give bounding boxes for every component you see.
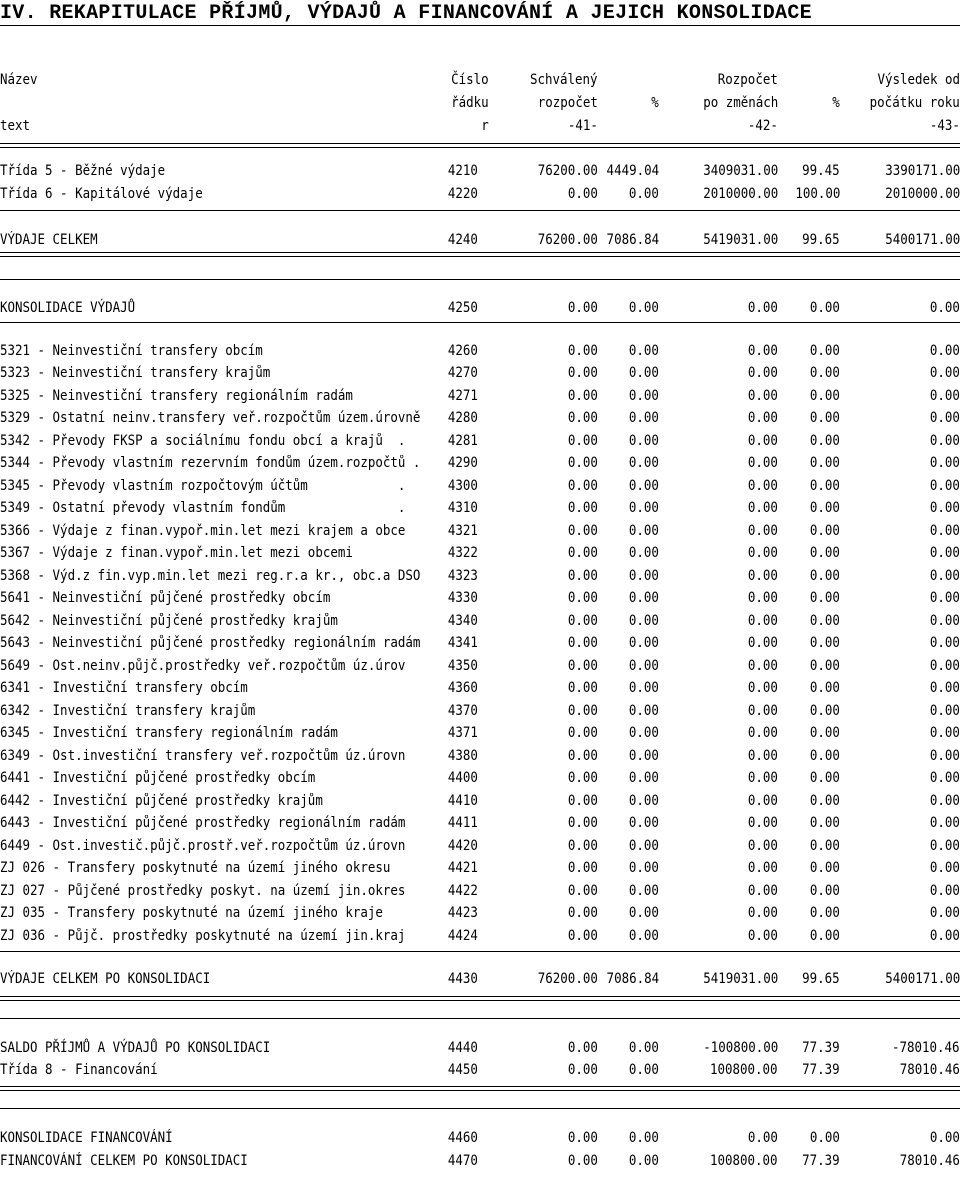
result-percent-cell: 0.00 xyxy=(809,815,840,831)
header-budget-after-changes: po změnách xyxy=(702,95,778,111)
row-number: 4421 xyxy=(447,860,478,876)
approved-budget-cell: 0.00 xyxy=(567,658,598,674)
result-cell: 0.00 xyxy=(929,613,960,629)
result-cell: 0.00 xyxy=(929,703,960,719)
row-number: 4281 xyxy=(447,433,478,449)
approved-percent-cell: 0.00 xyxy=(628,388,659,404)
row-number: 4430 xyxy=(447,971,478,987)
divider xyxy=(0,25,960,26)
row-number: 4420 xyxy=(447,838,478,854)
approved-percent-cell: 0.00 xyxy=(628,433,659,449)
header-row-number: řádku xyxy=(451,95,489,111)
row-label: ZJ 036 - Půjč. prostředky poskytnuté na území jin.kraj xyxy=(0,928,406,944)
approved-percent-cell: 0.00 xyxy=(628,748,659,764)
result-cell: 0.00 xyxy=(929,568,960,584)
row-number: 4321 xyxy=(447,523,478,539)
row-label: 5345 - Převody vlastním rozpočtovým účtům . xyxy=(0,478,406,494)
result-percent-cell: 99.65 xyxy=(802,232,840,248)
result-cell: 0.00 xyxy=(929,815,960,831)
row-label: 5321 - Neinvestiční transfery obcím xyxy=(0,343,263,359)
budget-after-changes-cell: 0.00 xyxy=(747,433,778,449)
approved-percent-cell: 0.00 xyxy=(628,680,659,696)
approved-percent-cell: 0.00 xyxy=(628,658,659,674)
row-label: Třída 8 - Financování xyxy=(0,1062,158,1078)
row-number: 4300 xyxy=(447,478,478,494)
approved-budget-cell: 0.00 xyxy=(567,815,598,831)
row-number: 4250 xyxy=(447,300,478,316)
header-approved-budget: -41- xyxy=(567,118,598,134)
row-label: 6441 - Investiční půjčené prostředky obcím xyxy=(0,770,316,786)
result-percent-cell: 77.39 xyxy=(802,1153,840,1169)
result-cell: 0.00 xyxy=(929,545,960,561)
row-number: 4270 xyxy=(447,365,478,381)
result-cell: 78010.46 xyxy=(899,1062,960,1078)
result-cell: 0.00 xyxy=(929,883,960,899)
row-label: 6349 - Ost.investiční transfery veř.rozpočtům úz.úrovn xyxy=(0,748,406,764)
result-percent-cell: 0.00 xyxy=(809,860,840,876)
row-number: 4440 xyxy=(447,1040,478,1056)
approved-percent-cell: 0.00 xyxy=(628,1062,659,1078)
row-label: 5642 - Neinvestiční půjčené prostředky krajům xyxy=(0,613,338,629)
row-number: 4210 xyxy=(447,163,478,179)
budget-after-changes-cell: 0.00 xyxy=(747,500,778,516)
result-percent-cell: 0.00 xyxy=(809,433,840,449)
budget-after-changes-cell: 5419031.00 xyxy=(702,232,778,248)
result-cell: 0.00 xyxy=(929,928,960,944)
row-number: 4260 xyxy=(447,343,478,359)
row-number: 4240 xyxy=(447,232,478,248)
page-title: IV. REKAPITULACE PŘÍJMŮ, VÝDAJŮ A FINANCOVÁNÍ A JEJICH KONSOLIDACE xyxy=(0,2,812,25)
result-cell: 0.00 xyxy=(929,725,960,741)
row-label: 5643 - Neinvestiční půjčené prostředky regionálním radám xyxy=(0,635,421,651)
row-number: 4360 xyxy=(447,680,478,696)
result-cell: 5400171.00 xyxy=(884,232,960,248)
divider xyxy=(0,951,960,952)
result-percent-cell: 0.00 xyxy=(809,1130,840,1146)
approved-budget-cell: 0.00 xyxy=(567,568,598,584)
budget-after-changes-cell: 0.00 xyxy=(747,635,778,651)
row-number: 4380 xyxy=(447,748,478,764)
approved-budget-cell: 0.00 xyxy=(567,838,598,854)
header-result: počátku roku xyxy=(869,95,960,111)
result-cell: 0.00 xyxy=(929,478,960,494)
result-percent-cell: 0.00 xyxy=(809,455,840,471)
budget-after-changes-cell: 0.00 xyxy=(747,905,778,921)
approved-budget-cell: 0.00 xyxy=(567,1153,598,1169)
approved-budget-cell: 0.00 xyxy=(567,478,598,494)
approved-percent-cell: 0.00 xyxy=(628,905,659,921)
approved-budget-cell: 0.00 xyxy=(567,523,598,539)
approved-percent-cell: 0.00 xyxy=(628,725,659,741)
row-label: KONSOLIDACE VÝDAJŮ xyxy=(0,300,136,316)
result-percent-cell: 0.00 xyxy=(809,545,840,561)
header-approved-budget: Schválený xyxy=(530,72,598,88)
result-percent-cell: 0.00 xyxy=(809,703,840,719)
result-cell: 0.00 xyxy=(929,590,960,606)
row-number: 4450 xyxy=(447,1062,478,1078)
result-cell: 78010.46 xyxy=(899,1153,960,1169)
divider xyxy=(0,322,960,323)
budget-after-changes-cell: 0.00 xyxy=(747,590,778,606)
row-label: 5349 - Ostatní převody vlastním fondům . xyxy=(0,500,406,516)
approved-percent-cell: 0.00 xyxy=(628,1130,659,1146)
row-label: 6442 - Investiční půjčené prostředky krajům xyxy=(0,793,323,809)
row-number: 4322 xyxy=(447,545,478,561)
result-cell: 0.00 xyxy=(929,1130,960,1146)
approved-percent-cell: 0.00 xyxy=(628,365,659,381)
approved-percent-cell: 0.00 xyxy=(628,523,659,539)
result-percent-cell: 99.65 xyxy=(802,971,840,987)
budget-after-changes-cell: 0.00 xyxy=(747,883,778,899)
result-percent-cell: 0.00 xyxy=(809,905,840,921)
approved-budget-cell: 0.00 xyxy=(567,455,598,471)
approved-budget-cell: 0.00 xyxy=(567,703,598,719)
budget-after-changes-cell: 0.00 xyxy=(747,300,778,316)
row-number: 4271 xyxy=(447,388,478,404)
budget-after-changes-cell: 0.00 xyxy=(747,725,778,741)
approved-percent-cell: 0.00 xyxy=(628,1040,659,1056)
result-percent-cell: 0.00 xyxy=(809,635,840,651)
budget-after-changes-cell: 0.00 xyxy=(747,703,778,719)
row-label: VÝDAJE CELKEM PO KONSOLIDACI xyxy=(0,971,211,987)
approved-budget-cell: 0.00 xyxy=(567,1130,598,1146)
result-percent-cell: 99.45 xyxy=(802,163,840,179)
budget-after-changes-cell: 0.00 xyxy=(747,568,778,584)
budget-after-changes-cell: 0.00 xyxy=(747,388,778,404)
approved-budget-cell: 0.00 xyxy=(567,1062,598,1078)
result-percent-cell: 0.00 xyxy=(809,590,840,606)
approved-percent-cell: 7086.84 xyxy=(606,232,659,248)
result-cell: 5400171.00 xyxy=(884,971,960,987)
approved-budget-cell: 76200.00 xyxy=(537,232,598,248)
row-label: 5325 - Neinvestiční transfery regionálním radám xyxy=(0,388,353,404)
result-percent-cell: 0.00 xyxy=(809,725,840,741)
budget-after-changes-cell: 0.00 xyxy=(747,613,778,629)
budget-after-changes-cell: 0.00 xyxy=(747,658,778,674)
approved-budget-cell: 0.00 xyxy=(567,433,598,449)
header-budget-after-changes: -42- xyxy=(747,118,778,134)
budget-after-changes-cell: 2010000.00 xyxy=(702,186,778,202)
row-label: 6345 - Investiční transfery regionálním radám xyxy=(0,725,338,741)
row-label: 6342 - Investiční transfery krajům xyxy=(0,703,256,719)
approved-percent-cell: 0.00 xyxy=(628,703,659,719)
budget-after-changes-cell: 0.00 xyxy=(747,523,778,539)
approved-budget-cell: 0.00 xyxy=(567,410,598,426)
approved-budget-cell: 0.00 xyxy=(567,388,598,404)
result-cell: 0.00 xyxy=(929,860,960,876)
result-percent-cell: 0.00 xyxy=(809,770,840,786)
divider xyxy=(0,279,960,280)
row-number: 4424 xyxy=(447,928,478,944)
result-cell: 0.00 xyxy=(929,793,960,809)
row-label: 6341 - Investiční transfery obcím xyxy=(0,680,248,696)
result-percent-cell: 100.00 xyxy=(794,186,840,202)
header-result: -43- xyxy=(929,118,960,134)
row-number: 4340 xyxy=(447,613,478,629)
row-label: FINANCOVÁNÍ CELKEM PO KONSOLIDACI xyxy=(0,1153,248,1169)
result-cell: 0.00 xyxy=(929,500,960,516)
row-label: 6449 - Ost.investič.půjč.prostř.veř.rozpočtům úz.úrovn xyxy=(0,838,406,854)
result-percent-cell: 0.00 xyxy=(809,883,840,899)
result-percent-cell: 0.00 xyxy=(809,410,840,426)
budget-after-changes-cell: 0.00 xyxy=(747,545,778,561)
budget-after-changes-cell: 0.00 xyxy=(747,1130,778,1146)
approved-budget-cell: 0.00 xyxy=(567,1040,598,1056)
result-percent-cell: 0.00 xyxy=(809,478,840,494)
row-label: 5323 - Neinvestiční transfery krajům xyxy=(0,365,271,381)
result-cell: 0.00 xyxy=(929,523,960,539)
approved-percent-cell: 0.00 xyxy=(628,455,659,471)
approved-budget-cell: 0.00 xyxy=(567,883,598,899)
row-label: 5649 - Ost.neinv.půjč.prostředky veř.rozpočtům úz.úrov xyxy=(0,658,406,674)
row-label: 5641 - Neinvestiční půjčené prostředky obcím xyxy=(0,590,331,606)
row-label: 5366 - Výdaje z finan.vypoř.min.let mezi krajem a obce xyxy=(0,523,406,539)
approved-percent-cell: 0.00 xyxy=(628,838,659,854)
approved-percent-cell: 0.00 xyxy=(628,568,659,584)
result-percent-cell: 0.00 xyxy=(809,838,840,854)
approved-budget-cell: 0.00 xyxy=(567,860,598,876)
result-cell: 0.00 xyxy=(929,905,960,921)
approved-budget-cell: 0.00 xyxy=(567,613,598,629)
approved-budget-cell: 76200.00 xyxy=(537,971,598,987)
header-name: text xyxy=(0,118,31,134)
budget-after-changes-cell: 0.00 xyxy=(747,748,778,764)
header-percent-2: % xyxy=(832,95,840,111)
budget-after-changes-cell: 5419031.00 xyxy=(702,971,778,987)
approved-percent-cell: 0.00 xyxy=(628,815,659,831)
row-number: 4370 xyxy=(447,703,478,719)
result-cell: 0.00 xyxy=(929,365,960,381)
approved-percent-cell: 0.00 xyxy=(628,300,659,316)
row-number: 4310 xyxy=(447,500,478,516)
row-number: 4330 xyxy=(447,590,478,606)
approved-budget-cell: 0.00 xyxy=(567,365,598,381)
approved-percent-cell: 7086.84 xyxy=(606,971,659,987)
row-number: 4220 xyxy=(447,186,478,202)
budget-after-changes-cell: 0.00 xyxy=(747,343,778,359)
double-divider xyxy=(0,143,960,148)
row-number: 4410 xyxy=(447,793,478,809)
result-cell: 0.00 xyxy=(929,680,960,696)
approved-budget-cell: 0.00 xyxy=(567,186,598,202)
header-approved-budget: rozpočet xyxy=(537,95,598,111)
budget-after-changes-cell: 0.00 xyxy=(747,478,778,494)
approved-percent-cell: 0.00 xyxy=(628,770,659,786)
result-percent-cell: 0.00 xyxy=(809,928,840,944)
header-row-number: r xyxy=(481,118,489,134)
header-name: Název xyxy=(0,72,38,88)
budget-after-changes-cell: 0.00 xyxy=(747,410,778,426)
result-percent-cell: 0.00 xyxy=(809,523,840,539)
result-percent-cell: 77.39 xyxy=(802,1062,840,1078)
row-label: Třída 5 - Běžné výdaje xyxy=(0,163,166,179)
result-cell: 0.00 xyxy=(929,658,960,674)
result-percent-cell: 0.00 xyxy=(809,568,840,584)
result-cell: 0.00 xyxy=(929,748,960,764)
result-percent-cell: 77.39 xyxy=(802,1040,840,1056)
result-cell: 0.00 xyxy=(929,635,960,651)
row-label: SALDO PŘÍJMŮ A VÝDAJŮ PO KONSOLIDACI xyxy=(0,1040,271,1056)
approved-percent-cell: 0.00 xyxy=(628,500,659,516)
row-label: 5342 - Převody FKSP a sociálnímu fondu obcí a krajů . xyxy=(0,433,406,449)
row-number: 4400 xyxy=(447,770,478,786)
approved-percent-cell: 0.00 xyxy=(628,883,659,899)
divider xyxy=(0,1108,960,1109)
approved-percent-cell: 0.00 xyxy=(628,545,659,561)
approved-budget-cell: 0.00 xyxy=(567,680,598,696)
double-divider xyxy=(0,996,960,1001)
approved-percent-cell: 0.00 xyxy=(628,410,659,426)
budget-after-changes-cell: 0.00 xyxy=(747,365,778,381)
approved-percent-cell: 0.00 xyxy=(628,1153,659,1169)
row-label: 6443 - Investiční půjčené prostředky regionálním radám xyxy=(0,815,406,831)
result-cell: 0.00 xyxy=(929,300,960,316)
row-number: 4411 xyxy=(447,815,478,831)
budget-after-changes-cell: 100800.00 xyxy=(710,1153,778,1169)
approved-budget-cell: 76200.00 xyxy=(537,163,598,179)
approved-budget-cell: 0.00 xyxy=(567,905,598,921)
header-percent-1: % xyxy=(651,95,659,111)
divider xyxy=(0,1018,960,1019)
result-percent-cell: 0.00 xyxy=(809,300,840,316)
approved-budget-cell: 0.00 xyxy=(567,590,598,606)
row-label: 5329 - Ostatní neinv.transfery veř.rozpočtům územ.úrovně xyxy=(0,410,421,426)
result-cell: 0.00 xyxy=(929,770,960,786)
approved-budget-cell: 0.00 xyxy=(567,725,598,741)
row-number: 4470 xyxy=(447,1153,478,1169)
result-percent-cell: 0.00 xyxy=(809,793,840,809)
row-number: 4422 xyxy=(447,883,478,899)
header-row-number: Číslo xyxy=(451,72,489,88)
approved-percent-cell: 0.00 xyxy=(628,343,659,359)
budget-after-changes-cell: -100800.00 xyxy=(702,1040,778,1056)
row-number: 4371 xyxy=(447,725,478,741)
budget-after-changes-cell: 0.00 xyxy=(747,815,778,831)
row-label: KONSOLIDACE FINANCOVÁNÍ xyxy=(0,1130,173,1146)
approved-percent-cell: 0.00 xyxy=(628,478,659,494)
budget-after-changes-cell: 100800.00 xyxy=(710,1062,778,1078)
approved-percent-cell: 0.00 xyxy=(628,613,659,629)
row-number: 4460 xyxy=(447,1130,478,1146)
approved-budget-cell: 0.00 xyxy=(567,770,598,786)
result-cell: -78010.46 xyxy=(892,1040,960,1056)
approved-budget-cell: 0.00 xyxy=(567,500,598,516)
approved-percent-cell: 0.00 xyxy=(628,793,659,809)
result-percent-cell: 0.00 xyxy=(809,613,840,629)
result-percent-cell: 0.00 xyxy=(809,500,840,516)
budget-after-changes-cell: 0.00 xyxy=(747,928,778,944)
result-percent-cell: 0.00 xyxy=(809,658,840,674)
result-cell: 0.00 xyxy=(929,410,960,426)
budget-after-changes-cell: 0.00 xyxy=(747,838,778,854)
result-percent-cell: 0.00 xyxy=(809,748,840,764)
result-percent-cell: 0.00 xyxy=(809,343,840,359)
row-label: 5344 - Převody vlastním rezervním fondům územ.rozpočtů . xyxy=(0,455,421,471)
approved-budget-cell: 0.00 xyxy=(567,635,598,651)
budget-after-changes-cell: 0.00 xyxy=(747,793,778,809)
approved-percent-cell: 0.00 xyxy=(628,590,659,606)
row-number: 4280 xyxy=(447,410,478,426)
result-cell: 0.00 xyxy=(929,838,960,854)
budget-after-changes-cell: 0.00 xyxy=(747,680,778,696)
budget-after-changes-cell: 0.00 xyxy=(747,770,778,786)
result-percent-cell: 0.00 xyxy=(809,680,840,696)
row-label: ZJ 035 - Transfery poskytnuté na území jiného kraje xyxy=(0,905,383,921)
approved-budget-cell: 0.00 xyxy=(567,793,598,809)
approved-percent-cell: 0.00 xyxy=(628,928,659,944)
row-number: 4341 xyxy=(447,635,478,651)
double-divider xyxy=(0,1086,960,1091)
row-label: VÝDAJE CELKEM xyxy=(0,232,98,248)
header-result: Výsledek od xyxy=(877,72,960,88)
approved-budget-cell: 0.00 xyxy=(567,748,598,764)
row-number: 4323 xyxy=(447,568,478,584)
result-percent-cell: 0.00 xyxy=(809,365,840,381)
divider xyxy=(0,210,960,211)
row-label: ZJ 026 - Transfery poskytnuté na území jiného okresu xyxy=(0,860,391,876)
approved-percent-cell: 0.00 xyxy=(628,186,659,202)
approved-budget-cell: 0.00 xyxy=(567,928,598,944)
result-cell: 0.00 xyxy=(929,455,960,471)
approved-percent-cell: 4449.04 xyxy=(606,163,659,179)
approved-budget-cell: 0.00 xyxy=(567,300,598,316)
budget-after-changes-cell: 0.00 xyxy=(747,860,778,876)
approved-percent-cell: 0.00 xyxy=(628,635,659,651)
header-budget-after-changes: Rozpočet xyxy=(717,72,778,88)
approved-budget-cell: 0.00 xyxy=(567,545,598,561)
row-number: 4350 xyxy=(447,658,478,674)
approved-percent-cell: 0.00 xyxy=(628,860,659,876)
row-label: Třída 6 - Kapitálové výdaje xyxy=(0,186,203,202)
result-percent-cell: 0.00 xyxy=(809,388,840,404)
result-cell: 3390171.00 xyxy=(884,163,960,179)
result-cell: 0.00 xyxy=(929,433,960,449)
row-label: 5368 - Výd.z fin.vyp.min.let mezi reg.r.a kr., obc.a DSO xyxy=(0,568,421,584)
row-number: 4290 xyxy=(447,455,478,471)
result-cell: 0.00 xyxy=(929,343,960,359)
budget-after-changes-cell: 0.00 xyxy=(747,455,778,471)
double-divider xyxy=(0,252,960,257)
row-number: 4423 xyxy=(447,905,478,921)
approved-budget-cell: 0.00 xyxy=(567,343,598,359)
result-cell: 2010000.00 xyxy=(884,186,960,202)
budget-after-changes-cell: 3409031.00 xyxy=(702,163,778,179)
row-label: ZJ 027 - Půjčené prostředky poskyt. na území jin.okres xyxy=(0,883,406,899)
result-cell: 0.00 xyxy=(929,388,960,404)
row-label: 5367 - Výdaje z finan.vypoř.min.let mezi obcemi xyxy=(0,545,353,561)
